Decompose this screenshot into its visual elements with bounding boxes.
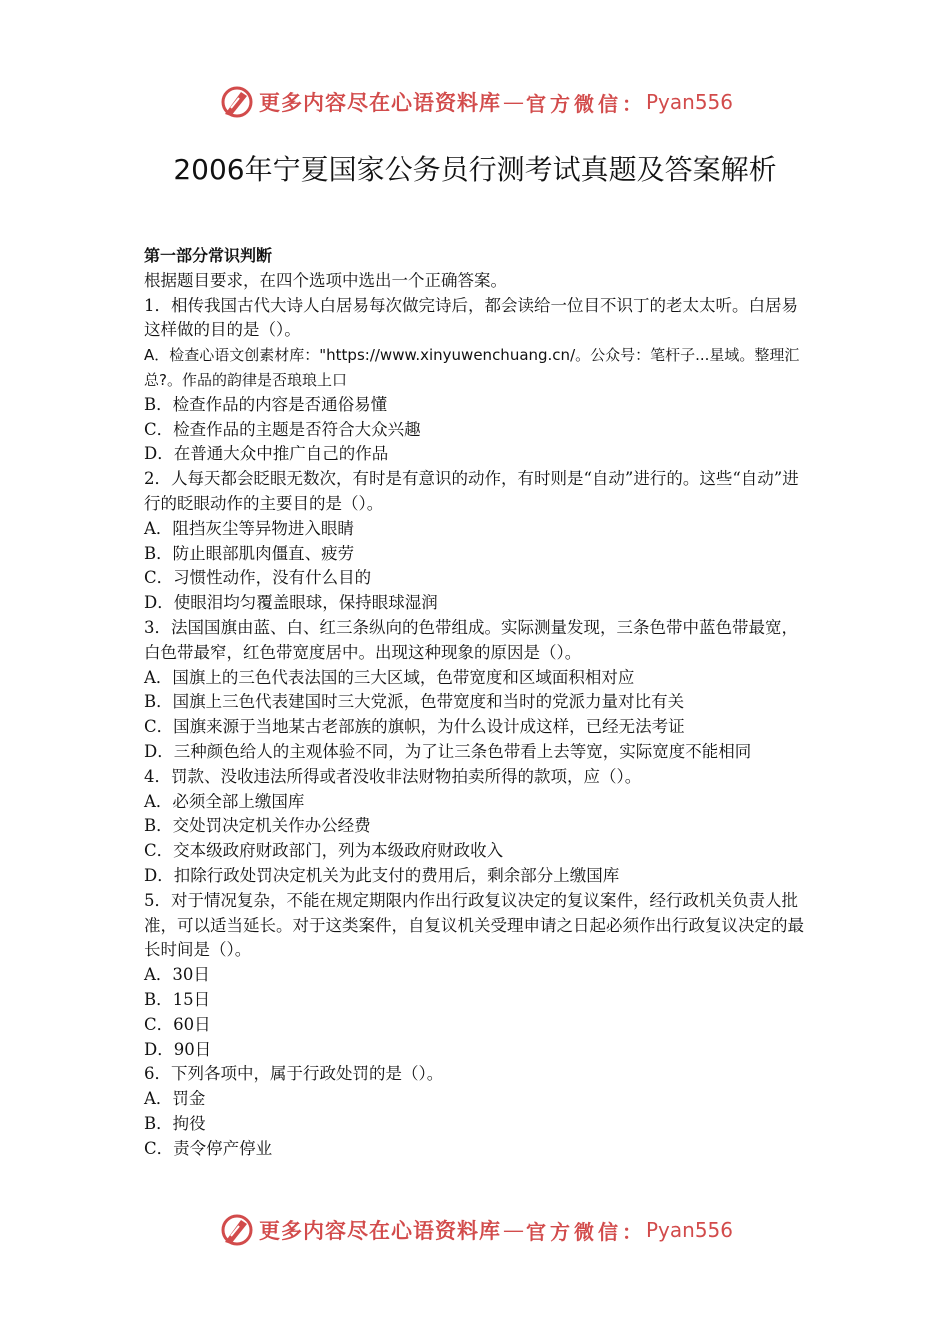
question-option: C．习惯性动作，没有什么目的 — [144, 568, 372, 588]
question-4 — [144, 765, 814, 889]
banner-account: Pyan556 — [645, 1218, 733, 1242]
document-body — [144, 244, 814, 1161]
question-option: D．在普通大众中推广自己的作品 — [144, 444, 389, 464]
banner-dash: — — [502, 90, 524, 114]
document-title: 2006年宁夏国家公务员行测考试真题及答案解析 — [173, 153, 777, 186]
banner-site-text: 更多内容尽在心语资料库 — [258, 1218, 501, 1243]
question-stem: 2．人每天都会眨眼无数次，有时是有意识的动作，有时则是“自动”进行的。这些“自动”进行的眨眼动作的主要目的是（）。 — [144, 469, 799, 513]
banner-account: Pyan556 — [645, 90, 733, 114]
question-stem: 5．对于情况复杂，不能在规定期限内作出行政复议决定的复议案件，经行政机关负责人批准，可以适当延长。对于这类案件，自复议机关受理申请之日起必须作出行政复议决定的最长时间是（）。 — [144, 890, 804, 960]
question-option: C．60日 — [144, 1014, 211, 1034]
question-3 — [144, 616, 814, 765]
question-option: B．拘役 — [144, 1113, 206, 1133]
question-option: D．扣除行政处罚决定机关为此支付的费用后，剩余部分上缴国库 — [144, 865, 620, 885]
question-option: D．90日 — [144, 1039, 212, 1059]
question-option: A．检查心语文创素材库："https://www.xinyuwenchuang.cn/。公众号：笔杆子...星域。整理汇总?。作品的韵律是否琅琅上口 — [144, 346, 800, 389]
banner-dash: — — [502, 1218, 524, 1242]
question-option: B．国旗上三色代表建国时三大党派，色带宽度和当时的党派力量对比有关 — [144, 692, 685, 712]
question-option: B．防止眼部肌肉僵直、疲劳 — [144, 543, 355, 563]
question-option: A．30日 — [144, 965, 210, 985]
instruction-text: 根据题目要求，在四个选项中选出一个正确答案。 — [144, 270, 507, 290]
question-option: C．交本级政府财政部门，列为本级政府财政收入 — [144, 841, 504, 861]
question-option: A．罚金 — [144, 1089, 206, 1109]
question-option: C．责令停产停业 — [144, 1138, 273, 1158]
question-option: A．阻挡灰尘等异物进入眼睛 — [144, 518, 354, 538]
question-option: C．检查作品的主题是否符合大众兴趣 — [144, 419, 421, 439]
footer-banner — [0, 1210, 950, 1250]
pen-nib-circle-icon — [217, 82, 257, 122]
question-option: A．必须全部上缴国库 — [144, 791, 305, 811]
banner-official-label: 官方微信： — [525, 1219, 646, 1244]
banner-official-label: 官方微信： — [525, 91, 646, 116]
question-1 — [144, 294, 814, 468]
pen-nib-circle-icon — [217, 1210, 257, 1250]
question-5 — [144, 889, 814, 1063]
question-option: B．检查作品的内容是否通俗易懂 — [144, 394, 388, 414]
question-stem: 4．罚款、没收违法所得或者没收非法财物拍卖所得的款项，应（）。 — [144, 766, 642, 786]
section-heading: 第一部分常识判断 — [144, 246, 273, 265]
question-option: D．使眼泪均匀覆盖眼球，保持眼球湿润 — [144, 593, 438, 613]
question-option: B．交处罚决定机关作办公经费 — [144, 816, 371, 836]
question-option: C．国旗来源于当地某古老部族的旗帜，为什么设计成这样，已经无法考证 — [144, 717, 685, 737]
banner-site-text: 更多内容尽在心语资料库 — [258, 90, 501, 115]
question-stem: 1．相传我国古代大诗人白居易每次做完诗后，都会读给一位目不识丁的老太太听。白居易这样做的目的是（）。 — [144, 295, 798, 340]
question-option: B．15日 — [144, 989, 211, 1009]
question-2 — [144, 467, 814, 616]
question-option: D．三种颜色给人的主观体验不同，为了让三条色带看上去等宽，实际宽度不能相同 — [144, 741, 752, 761]
question-option: A．国旗上的三色代表法国的三大区域，色带宽度和区域面积相对应 — [144, 667, 635, 687]
question-6 — [144, 1062, 814, 1161]
header-banner — [0, 82, 950, 122]
question-stem: 6．下列各项中，属于行政处罚的是（）。 — [144, 1064, 444, 1084]
question-stem: 3．法国国旗由蓝、白、红三条纵向的色带组成。实际测量发现，三条色带中蓝色带最宽，白色带最窄，红色带宽度居中。出现这种现象的原因是（）。 — [144, 617, 798, 662]
